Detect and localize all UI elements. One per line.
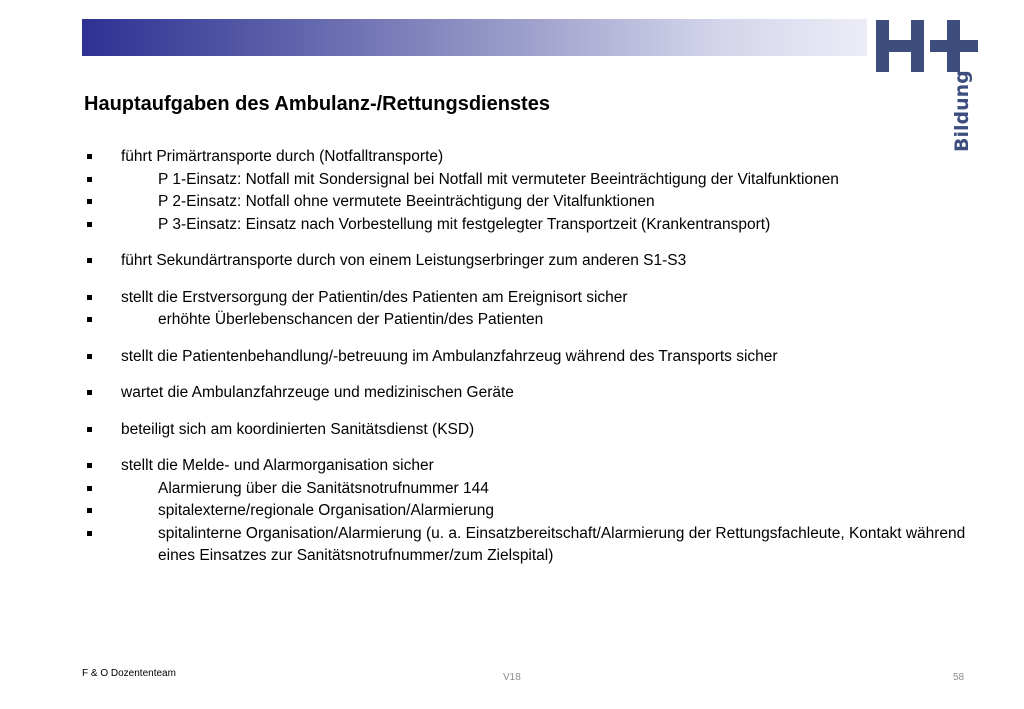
sub-bullet-text: spitalinterne Organisation/Alarmierung (u. a. Einsatzbereitschaft/Alarmierung der Rettungsfachleute, Kontakt während eines Einsatzes zur Sanitätsnotrufnummer/zum Zielspital) (158, 524, 966, 564)
sub-bullet-text: spitalexterne/regionale Organisation/Alarmierung (158, 502, 495, 519)
bullet-item (84, 455, 984, 568)
footer-version: V18 (503, 672, 521, 683)
sub-bullet-item (121, 523, 984, 568)
sub-bullet-item (121, 500, 984, 523)
bullet-text: stellt die Melde- und Alarmorganisation sicher (121, 457, 434, 474)
square-bullet-icon (87, 295, 92, 300)
square-bullet-icon (87, 486, 92, 491)
logo-plus-horizontal (930, 40, 978, 52)
square-bullet-icon (87, 222, 92, 227)
bullet-item (84, 250, 984, 273)
bullet-text: wartet die Ambulanzfahrzeuge und medizinischen Geräte (121, 384, 514, 401)
bullet-list (84, 146, 984, 568)
square-bullet-icon (87, 390, 92, 395)
square-bullet-icon (87, 177, 92, 182)
bullet-item (84, 419, 984, 442)
sub-bullet-text: Alarmierung über die Sanitätsnotrufnummer 144 (158, 479, 489, 497)
bullet-item (84, 346, 984, 369)
square-bullet-icon (87, 508, 92, 513)
square-bullet-icon (87, 354, 92, 359)
bullet-item (84, 146, 984, 236)
square-bullet-icon (87, 317, 92, 322)
header-gradient-bar (82, 19, 867, 56)
bullet-text: stellt die Erstversorgung der Patientin/des Patienten am Ereignisort sicher (121, 288, 628, 306)
bullet-item (84, 382, 984, 405)
sub-bullet-item (121, 191, 984, 214)
h-plus-bildung-logo (874, 20, 984, 160)
square-bullet-icon (87, 463, 92, 468)
square-bullet-icon (87, 427, 92, 432)
logo-bildung-text: Bildung (951, 70, 973, 152)
bullet-text: beteiligt sich am koordinierten Sanitätsdienst (KSD) (121, 420, 475, 438)
sub-bullet-text: P 1-Einsatz: Notfall mit Sondersignal bei Notfall mit vermuteter Beeinträchtigung der Vitalfunktionen (158, 170, 839, 188)
square-bullet-icon (87, 531, 92, 536)
logo-h-crossbar (876, 40, 924, 52)
page-title: Hauptaufgaben des Ambulanz-/Rettungsdienstes (84, 93, 550, 115)
sub-bullet-item (121, 214, 984, 237)
bullet-text: führt Sekundärtransporte durch von einem Leistungserbringer zum anderen S1-S3 (121, 252, 687, 269)
sub-bullet-text: P 2-Einsatz: Notfall ohne vermutete Beeinträchtigung der Vitalfunktionen (158, 193, 655, 210)
square-bullet-icon (87, 199, 92, 204)
sub-bullet-text: P 3-Einsatz: Einsatz nach Vorbestellung mit festgelegter Transportzeit (Krankentransport) (158, 215, 771, 233)
bullet-item (84, 287, 984, 332)
sub-bullet-item (121, 309, 984, 332)
sub-bullet-item (121, 169, 984, 192)
page-number: 58 (953, 672, 965, 683)
bullet-text: stellt die Patientenbehandlung/-betreuung im Ambulanzfahrzeug während des Transports sicher (121, 347, 778, 365)
sub-bullet-item (121, 478, 984, 501)
square-bullet-icon (87, 258, 92, 263)
sub-bullet-text: erhöhte Überlebenschancen der Patientin/des Patienten (158, 311, 544, 328)
bullet-text: führt Primärtransporte durch (Notfalltransporte) (121, 148, 444, 165)
square-bullet-icon (87, 154, 92, 159)
footer-author: F & O Dozententeam (82, 668, 176, 679)
